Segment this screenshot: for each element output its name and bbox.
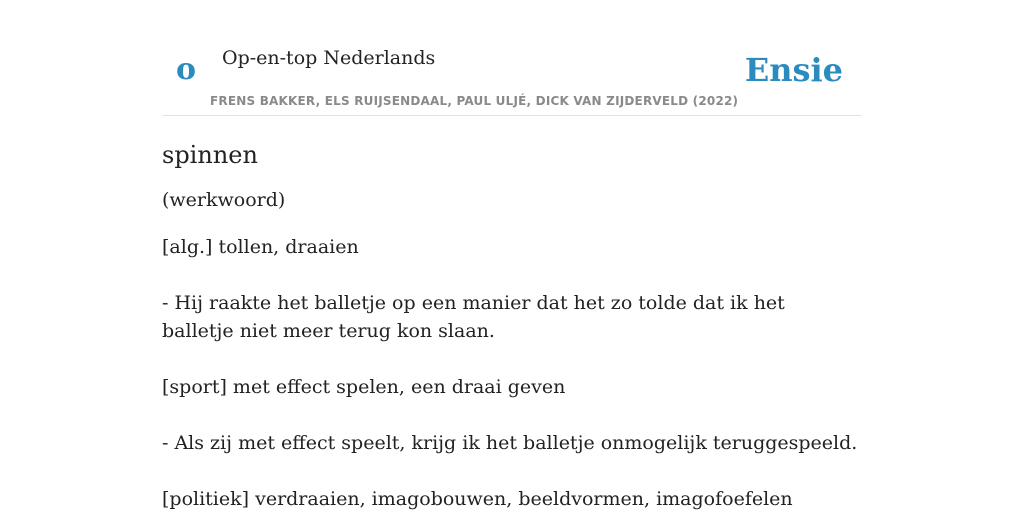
definition-general: [alg.] tollen, draaien (162, 236, 359, 258)
book-title[interactable]: Op-en-top Nederlands (222, 47, 436, 69)
definition-sport: [sport] met effect spelen, een draai geven (162, 376, 566, 398)
book-authors: FRENS BAKKER, ELS RUIJSENDAAL, PAUL ULJÉ, DICK VAN ZIJDERVELD (2022) (210, 94, 739, 108)
example-general: - Hij raakte het balletje op een manier dat het zo tolde dat ik het balletje niet meer terug kon slaan. (162, 292, 785, 342)
entry-headword: spinnen (162, 141, 258, 169)
book-logo[interactable]: o (176, 52, 197, 87)
book-header (162, 0, 862, 116)
definition-politics: [politiek] verdraaien, imagobouwen, beeldvormen, imagofoefelen (162, 488, 793, 510)
entry-word-class: (werkwoord) (162, 189, 286, 211)
page-content (162, 0, 862, 510)
ensie-logo[interactable]: Ensie (744, 51, 843, 89)
dictionary-entry (162, 138, 862, 532)
example-sport: - Als zij met effect speelt, krijg ik het balletje onmogelijk teruggespeeld. (162, 432, 858, 454)
